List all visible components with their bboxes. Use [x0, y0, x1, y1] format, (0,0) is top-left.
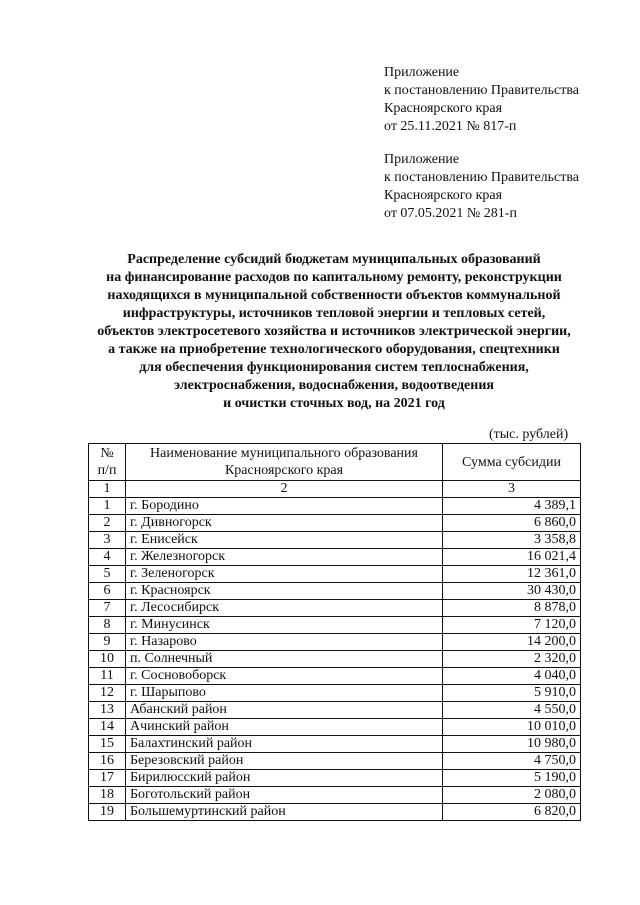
appendix-region-text: Красноярского края	[384, 101, 503, 116]
units-label: (тыс. рублей)	[489, 427, 569, 442]
municipality-name: г. Лесосибирск	[126, 600, 443, 617]
subsidy-amount: 4 389,1	[443, 498, 581, 515]
column-number: 2	[126, 481, 443, 498]
table-row	[89, 634, 581, 651]
table-row	[89, 583, 581, 600]
table-row	[89, 532, 581, 549]
row-number: 16	[89, 753, 126, 770]
table-row	[89, 719, 581, 736]
table-row	[89, 804, 581, 821]
title-line: находящихся в муниципальной собственности объектов коммунальной	[107, 288, 561, 303]
subsidy-amount: 2 320,0	[443, 651, 581, 668]
row-number: 19	[89, 804, 126, 821]
municipality-name: г. Дивногорск	[126, 515, 443, 532]
row-number: 9	[89, 634, 126, 651]
table-row	[89, 617, 581, 634]
municipality-name: Боготольский район	[126, 787, 443, 804]
row-number: 10	[89, 651, 126, 668]
appendix-date-number: от 25.11.2021 № 817-п	[384, 119, 517, 134]
table-header-row	[89, 444, 581, 481]
subsidy-amount: 16 021,4	[443, 549, 581, 566]
row-number: 5	[89, 566, 126, 583]
table-row	[89, 600, 581, 617]
subsidy-amount: 12 361,0	[443, 566, 581, 583]
subsidy-amount: 4 750,0	[443, 753, 581, 770]
title-line: Распределение субсидий бюджетам муниципальных образований	[127, 252, 541, 267]
row-number: 8	[89, 617, 126, 634]
row-number: 2	[89, 515, 126, 532]
subsidy-amount: 7 120,0	[443, 617, 581, 634]
subsidy-amount: 6 820,0	[443, 804, 581, 821]
municipality-name: г. Сосновоборск	[126, 668, 443, 685]
municipality-name: Ачинский район	[126, 719, 443, 736]
row-number: 14	[89, 719, 126, 736]
appendix-resolution-text: к постановлению Правительства	[384, 83, 580, 98]
row-number: 4	[89, 549, 126, 566]
subsidy-amount: 8 878,0	[443, 600, 581, 617]
row-number: 15	[89, 736, 126, 753]
municipality-name: п. Солнечный	[126, 651, 443, 668]
header-subsidy-amount: Сумма субсидии	[443, 444, 581, 481]
municipality-name: г. Енисейск	[126, 532, 443, 549]
municipality-name: г. Минусинск	[126, 617, 443, 634]
title-line: инфраструктуры, источников тепловой энергии и тепловых сетей,	[122, 306, 546, 321]
subsidy-amount: 30 430,0	[443, 583, 581, 600]
subsidy-amount: 6 860,0	[443, 515, 581, 532]
row-number: 7	[89, 600, 126, 617]
subsidy-amount: 10 010,0	[443, 719, 581, 736]
header-municipality: Наименование муниципального образования Красноярского края	[126, 444, 443, 481]
appendix-resolution-text: к постановлению Правительства	[384, 170, 580, 185]
municipality-name: г. Зеленогорск	[126, 566, 443, 583]
column-number: 1	[89, 481, 126, 498]
municipality-name: Большемуртинский район	[126, 804, 443, 821]
municipality-name: г. Красноярск	[126, 583, 443, 600]
header-number: № п/п	[89, 444, 126, 481]
municipality-name: г. Бородино	[126, 498, 443, 515]
municipality-name: Березовский район	[126, 753, 443, 770]
row-number: 17	[89, 770, 126, 787]
table-row	[89, 549, 581, 566]
appendix-label: Приложение	[384, 152, 460, 167]
table-row	[89, 685, 581, 702]
row-number: 12	[89, 685, 126, 702]
appendix-label: Приложение	[384, 65, 460, 80]
municipality-name: г. Шарыпово	[126, 685, 443, 702]
subsidy-amount: 14 200,0	[443, 634, 581, 651]
appendix-block-2	[384, 151, 579, 223]
subsidy-amount: 3 358,8	[443, 532, 581, 549]
table-row	[89, 787, 581, 804]
municipality-name: Абанский район	[126, 702, 443, 719]
title-line: электроснабжения, водоснабжения, водоотведения	[174, 378, 494, 393]
subsidy-amount: 10 980,0	[443, 736, 581, 753]
column-number-row	[89, 481, 581, 498]
municipality-name: Бирилюсский район	[126, 770, 443, 787]
title-line: и очистки сточных вод, на 2021 год	[223, 396, 445, 411]
document-title	[60, 251, 608, 413]
title-line: для обеспечения функционирования систем теплоснабжения,	[139, 360, 529, 375]
appendix-block-1	[384, 64, 579, 136]
row-number: 3	[89, 532, 126, 549]
row-number: 6	[89, 583, 126, 600]
table-row	[89, 515, 581, 532]
table-row	[89, 753, 581, 770]
title-line: объектов электросетевого хозяйства и источников электрической энергии,	[97, 324, 571, 339]
subsidy-amount: 5 910,0	[443, 685, 581, 702]
subsidy-amount: 4 040,0	[443, 668, 581, 685]
appendix-date-number: от 07.05.2021 № 281-п	[384, 206, 517, 221]
row-number: 18	[89, 787, 126, 804]
row-number: 1	[89, 498, 126, 515]
title-line: на финансирование расходов по капитальному ремонту, реконструкции	[106, 270, 562, 285]
title-line: а также на приобретение технологического оборудования, спецтехники	[108, 342, 560, 357]
table-row	[89, 498, 581, 515]
column-number: 3	[443, 481, 581, 498]
table-row	[89, 651, 581, 668]
municipality-name: г. Назарово	[126, 634, 443, 651]
municipality-name: г. Железногорск	[126, 549, 443, 566]
table-row	[89, 566, 581, 583]
municipality-name: Балахтинский район	[126, 736, 443, 753]
subsidies-table	[88, 443, 581, 821]
row-number: 11	[89, 668, 126, 685]
table-row	[89, 770, 581, 787]
subsidy-amount: 5 190,0	[443, 770, 581, 787]
row-number: 13	[89, 702, 126, 719]
table-row	[89, 668, 581, 685]
subsidy-amount: 4 550,0	[443, 702, 581, 719]
table-row	[89, 736, 581, 753]
table-row	[89, 702, 581, 719]
subsidy-amount: 2 080,0	[443, 787, 581, 804]
appendix-region-text: Красноярского края	[384, 188, 503, 203]
